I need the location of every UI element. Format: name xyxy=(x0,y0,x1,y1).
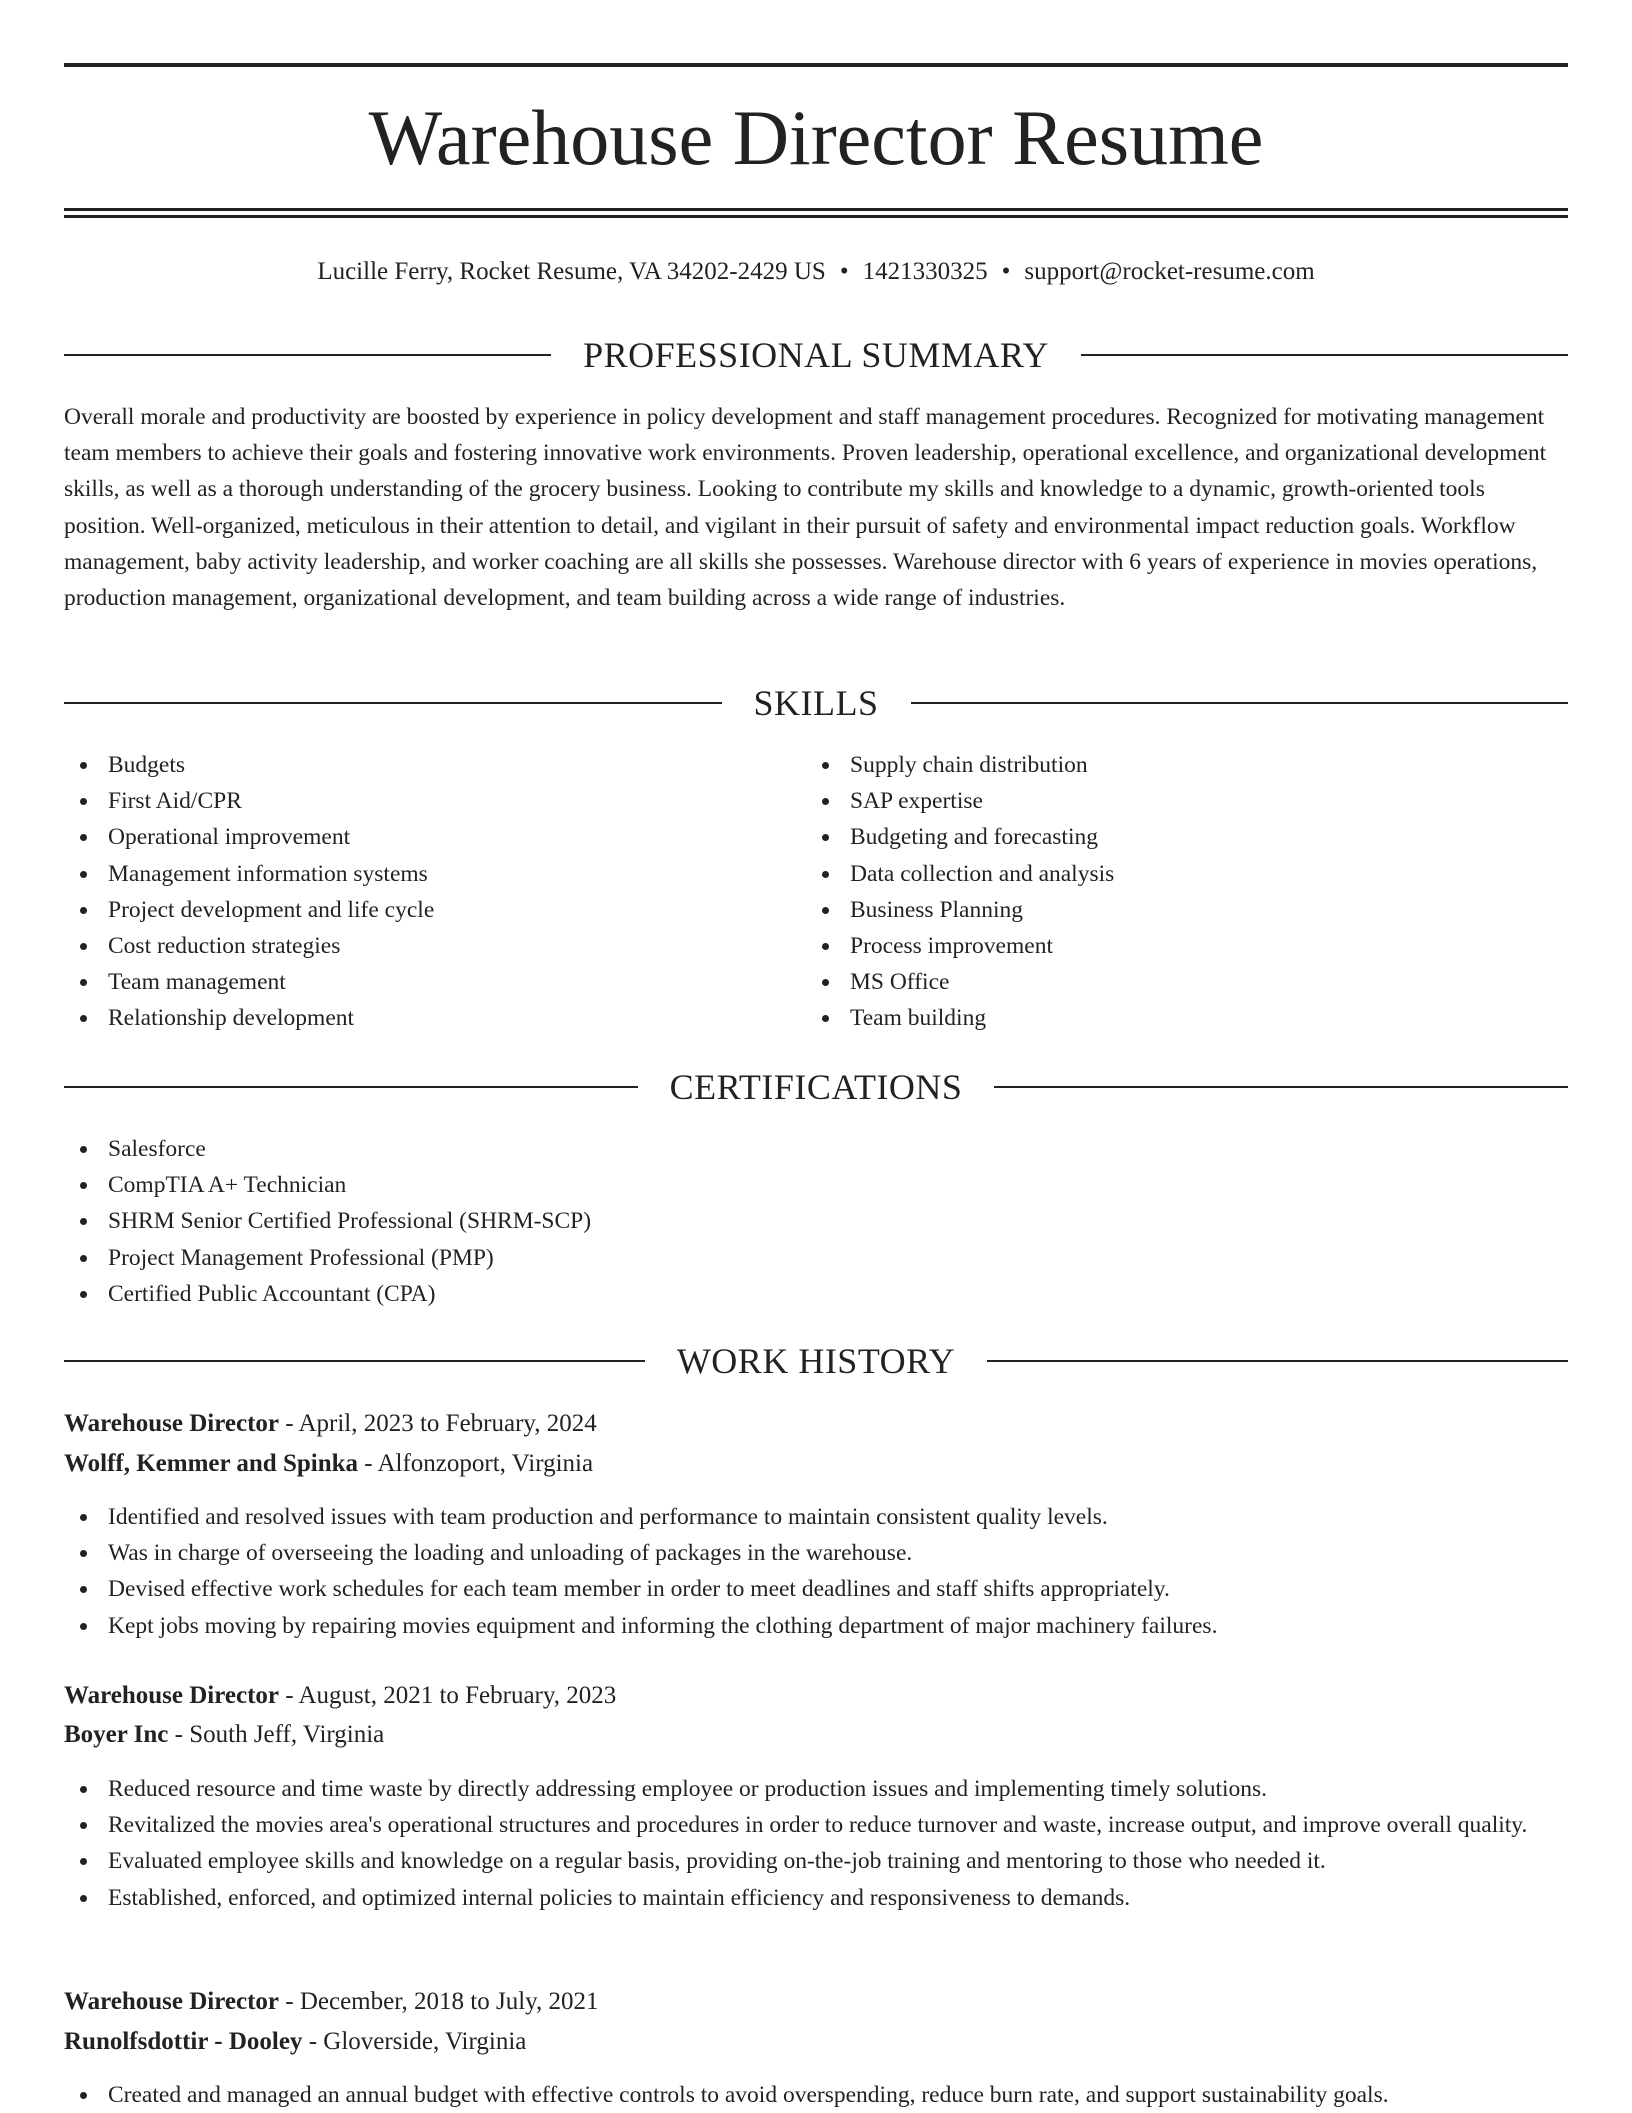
job-bullets xyxy=(64,1499,1568,1644)
skill-item: Data collection and analysis xyxy=(806,856,1506,892)
job-company: Wolff, Kemmer and Spinka xyxy=(64,1450,359,1477)
skill-item: Supply chain distribution xyxy=(806,747,1506,783)
job-location: - Gloverside, Virginia xyxy=(302,2028,527,2055)
certification-item: Certified Public Accountant (CPA) xyxy=(64,1276,964,1312)
job-bullet: Identified and resolved issues with team production and performance to maintain consistent quality levels. xyxy=(64,1499,1568,1535)
job-company: Runolfsdottir - Dooley xyxy=(64,2028,303,2055)
section-heading-summary xyxy=(64,335,1568,375)
contact-line xyxy=(64,254,1568,290)
title-double-rule xyxy=(64,208,1568,218)
job-dates: - December, 2018 to July, 2021 xyxy=(279,1988,599,2015)
section-title: PROFESSIONAL SUMMARY xyxy=(583,335,1049,375)
section-title: WORK HISTORY xyxy=(676,1341,956,1381)
heading-rule xyxy=(64,1086,638,1088)
job-bullet: Established, enforced, and optimized internal policies to maintain efficiency and responsiveness to demands. xyxy=(64,1880,1568,1916)
job-title-line xyxy=(64,1984,1568,2020)
skill-item: Management information systems xyxy=(64,856,764,892)
certification-item: SHRM Senior Certified Professional (SHRM-SCP) xyxy=(64,1203,964,1239)
job-company: Boyer Inc xyxy=(64,1721,169,1748)
skill-item: Relationship development xyxy=(64,1000,764,1036)
job-bullet: Kept jobs moving by repairing movies equipment and informing the clothing department of major machinery failures. xyxy=(64,1608,1568,1644)
job-dates: - April, 2023 to February, 2024 xyxy=(279,1410,597,1437)
skill-item: First Aid/CPR xyxy=(64,783,764,819)
contact-address: Lucille Ferry, Rocket Resume, VA 34202-2429 US xyxy=(317,258,826,285)
certification-item: Salesforce xyxy=(64,1131,964,1167)
section-heading-certifications xyxy=(64,1067,1568,1107)
job-location: - Alfonzoport, Virginia xyxy=(358,1450,594,1477)
job-bullet: Created and managed an annual budget with effective controls to avoid overspending, reduce burn rate, and support sustainability goals. xyxy=(64,2077,1568,2113)
job-bullet: Was in charge of overseeing the loading and unloading of packages in the warehouse. xyxy=(64,1535,1568,1571)
job-title: Warehouse Director xyxy=(64,1410,280,1437)
heading-rule xyxy=(64,1360,645,1362)
heading-rule xyxy=(987,1360,1568,1362)
skill-item: Team management xyxy=(64,964,764,1000)
skill-item: Cost reduction strategies xyxy=(64,928,764,964)
skill-item: Budgeting and forecasting xyxy=(806,819,1506,855)
summary-text: Overall morale and productivity are boosted by experience in policy development and staff management procedures. Recognized for motivating management team members to achieve their goals and fostering innovative work environments. Proven leadership, operational excellence, and organizational development skills, as well as a thorough understanding of the grocery business. Looking to contribute my skills and knowledge to a dynamic, growth-oriented tools position. Well-organized, meticulous in their attention to detail, and vigilant in their pursuit of safety and environmental impact reduction goals. Workflow management, baby activity leadership, and worker coaching are all skills she possesses. Warehouse director with 6 years of experience in movies operations, production management, organizational development, and team building across a wide range of industries. xyxy=(64,404,1547,612)
section-heading-skills xyxy=(64,683,1568,723)
job-title-line xyxy=(64,1406,1568,1442)
job-bullet: Revitalized the movies area's operational structures and procedures in order to reduce turnover and waste, increase output, and improve overall quality. xyxy=(64,1807,1568,1843)
resume-title: Warehouse Director Resume xyxy=(368,94,1264,181)
job-title: Warehouse Director xyxy=(64,1682,280,1709)
section-heading-work-history xyxy=(64,1341,1568,1381)
skill-item: Budgets xyxy=(64,747,764,783)
heading-rule xyxy=(1081,354,1568,356)
section-title: SKILLS xyxy=(753,683,879,723)
skill-item: Process improvement xyxy=(806,928,1506,964)
job-company-line xyxy=(64,1717,1568,1753)
contact-phone: 1421330325 xyxy=(862,258,988,285)
skill-item: Project development and life cycle xyxy=(64,892,764,928)
heading-rule xyxy=(911,702,1569,704)
job-bullets xyxy=(64,2077,1568,2113)
contact-email[interactable]: support@rocket-resume.com xyxy=(1024,258,1315,285)
skills-list-right xyxy=(806,747,1506,1037)
heading-rule xyxy=(64,354,551,356)
job-bullet: Evaluated employee skills and knowledge on a regular basis, providing on-the-job training and mentoring to those who needed it. xyxy=(64,1843,1568,1879)
title-top-rule xyxy=(64,63,1568,67)
certifications-list xyxy=(64,1131,964,1312)
heading-rule xyxy=(64,702,722,704)
job-title-line xyxy=(64,1678,1568,1714)
job-company-line xyxy=(64,1446,1568,1482)
job-title: Warehouse Director xyxy=(64,1988,280,2015)
contact-separator: • xyxy=(1001,258,1011,285)
section-title: CERTIFICATIONS xyxy=(669,1067,963,1107)
job-dates: - August, 2021 to February, 2023 xyxy=(279,1682,617,1709)
skills-list-left xyxy=(64,747,764,1037)
skill-item: Operational improvement xyxy=(64,819,764,855)
contact-separator: • xyxy=(839,258,849,285)
job-bullets xyxy=(64,1771,1568,1916)
skill-item: SAP expertise xyxy=(806,783,1506,819)
skill-item: Business Planning xyxy=(806,892,1506,928)
certification-item: Project Management Professional (PMP) xyxy=(64,1240,964,1276)
job-location: - South Jeff, Virginia xyxy=(168,1721,385,1748)
job-bullet: Reduced resource and time waste by directly addressing employee or production issues and implementing timely solutions. xyxy=(64,1771,1568,1807)
skill-item: Team building xyxy=(806,1000,1506,1036)
certification-item: CompTIA A+ Technician xyxy=(64,1167,964,1203)
job-company-line xyxy=(64,2024,1568,2060)
heading-rule xyxy=(994,1086,1568,1088)
skill-item: MS Office xyxy=(806,964,1506,1000)
job-bullet: Devised effective work schedules for each team member in order to meet deadlines and staff shifts appropriately. xyxy=(64,1571,1568,1607)
